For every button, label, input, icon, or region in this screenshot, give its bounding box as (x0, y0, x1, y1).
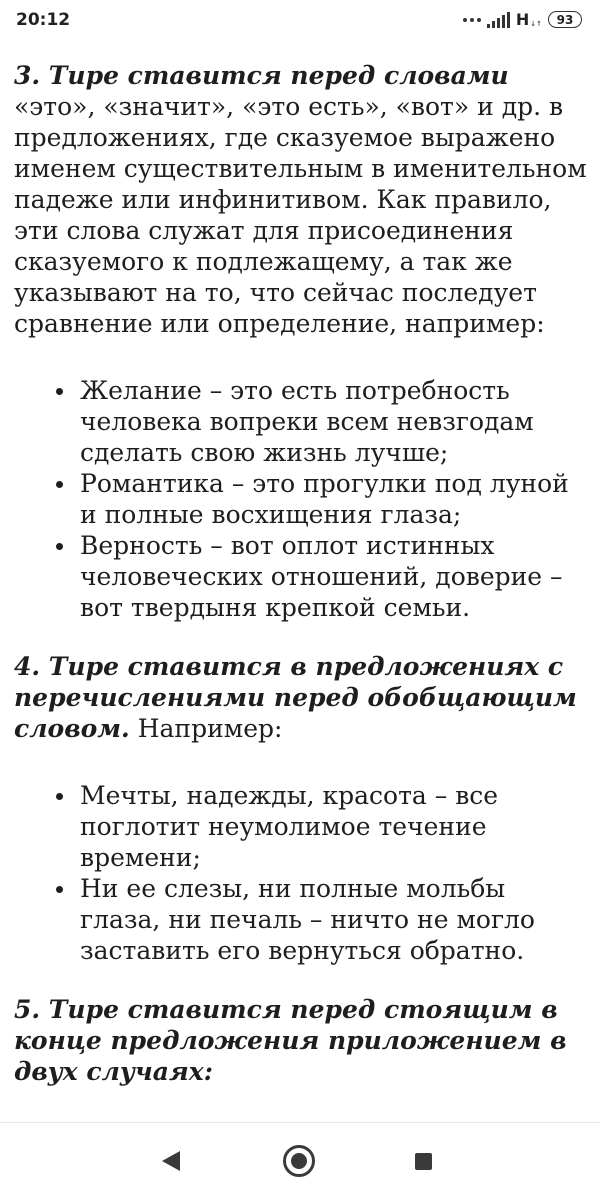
section-5-heading: 5. Тире ставится перед стоящим в конце предложения приложением в двух случаях: (14, 995, 567, 1086)
section-4-heading: 4. Тире ставится в предложениях с перечислениями перед обобщающим словом. (14, 652, 577, 743)
section-3-intro: «это», «значит», «это есть», «вот» и др. в предложениях, где сказуемое выражено именем существительным в именительном падеже или инфинитивом. Как правило, эти слова служат для присоединения сказуемого к подлежащему, а так же указывают на то, что сейчас последует сравнение или определение, например: (14, 92, 587, 338)
list-item: Желание – это есть потребность человека вопреки всем невзгодам сделать свою жизнь лучше; (80, 375, 588, 468)
back-triangle-icon[interactable] (162, 1151, 180, 1171)
home-circle-icon[interactable] (283, 1145, 315, 1177)
section-4-examples (14, 780, 588, 966)
section-3-paragraph (14, 60, 588, 339)
status-icons (463, 10, 582, 29)
data-activity-icon: ↓↑ (530, 19, 542, 28)
recent-apps-square-icon[interactable] (415, 1153, 432, 1170)
section-3-examples (14, 375, 588, 623)
section-5-paragraph (14, 994, 588, 1087)
article-content (14, 60, 588, 1087)
signal-strength-icon (487, 12, 510, 28)
section-4-paragraph (14, 651, 588, 744)
network-type-label: H (515, 10, 530, 29)
list-item: Ни ее слезы, ни полные мольбы глаза, ни печаль – ничто не могло заставить его вернуться обратно. (80, 873, 588, 966)
battery-icon: 93 (548, 11, 582, 28)
status-time: 20:12 (16, 10, 71, 30)
status-bar (0, 0, 600, 44)
section-3-heading: 3. Тире ставится перед словами (14, 61, 509, 90)
list-item: Верность – вот оплот истинных человеческих отношений, доверие – вот твердыня крепкой семьи. (80, 530, 588, 623)
notification-dots-icon (463, 18, 481, 22)
section-4-intro: Например: (129, 714, 283, 743)
list-item: Мечты, надежды, красота – все поглотит неумолимое течение времени; (80, 780, 588, 873)
navigation-bar (0, 1122, 600, 1200)
list-item: Романтика – это прогулки под луной и полные восхищения глаза; (80, 468, 588, 530)
